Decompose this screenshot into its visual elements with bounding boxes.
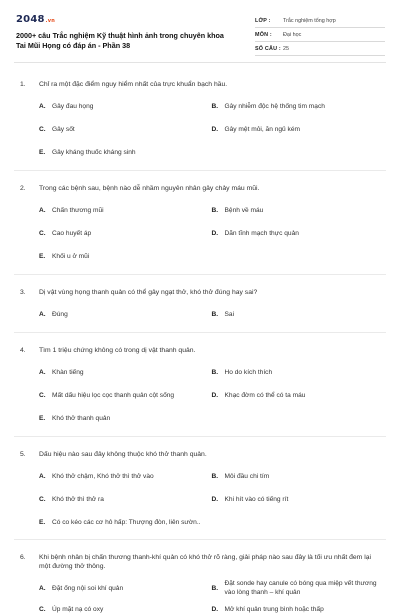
option-e[interactable]: E. Khó thở thanh quản — [39, 415, 111, 422]
meta-question-count: SỐ CÂU : 25 — [255, 42, 385, 56]
question-separator — [14, 436, 386, 437]
question-4: 4. Tìm 1 triệu chứng không có trong dị vật thanh quản. A. Khàn tiếng B. Ho do kích thích C. Mất dấu hiệu lọc cọc thanh quản cột sống D. Khạc đờm có thể có ta máu E. Khó thở thanh quản — [20, 346, 384, 423]
option-b[interactable]: B. Sai — [211, 311, 235, 318]
option-b[interactable]: B. Môi đầu chi tím — [211, 473, 270, 480]
option-e[interactable]: E. Khối u ở mũi — [39, 253, 90, 260]
question-2: 2. Trong các bệnh sau, bệnh nào dễ nhầm nguyên nhân gây chảy máu mũi. A. Chấn thương mũi B. Bệnh về máu C. Cao huyết áp D. Dãn tĩnh mạch thực quản E. Khối u ở mũi — [20, 184, 384, 261]
page-title: 2000+ câu Trắc nghiệm Kỹ thuật hình ảnh trong chuyên khoa Tai Mũi Họng có đáp án - Phần 38 — [16, 31, 224, 50]
header-divider — [14, 62, 386, 63]
option-a[interactable]: A. Khàn tiếng — [39, 369, 84, 376]
question-separator — [14, 332, 386, 333]
site-logo[interactable]: 2048.vn — [16, 14, 55, 25]
option-d[interactable]: D. Mở khí quản trung bình hoặc thấp — [211, 606, 324, 613]
option-a[interactable]: A. Đúng — [39, 311, 68, 318]
option-b[interactable]: B. Đặt sonde hay canule có bóng qua miệp vết thương vào lòng thanh – khí quản — [211, 580, 377, 596]
meta-subject: MÔN : Đại học — [255, 28, 385, 42]
option-d[interactable]: D. Gây mệt mỏi, ăn ngủ kém — [211, 126, 300, 133]
question-text: Tìm 1 triệu chứng không có trong dị vật thanh quản. — [39, 347, 196, 354]
option-d[interactable]: D. Khạc đờm có thể có ta máu — [211, 392, 306, 399]
question-text: Chỉ ra một đặc điểm nguy hiểm nhất của trực khuẩn bạch hầu. — [39, 81, 228, 88]
option-b[interactable]: B. Gây nhiễm độc hệ thống tim mạch — [211, 103, 325, 110]
option-a[interactable]: A. Khó thở chậm, Khó thở thì thở vào — [39, 473, 154, 480]
question-text: Dị vật vùng họng thanh quản có thể gây ngạt thở, khó thở đúng hay sai? — [39, 289, 258, 296]
quiz-meta — [255, 14, 385, 56]
page-header — [0, 0, 400, 62]
question-3: 3. Dị vật vùng họng thanh quản có thể gây ngạt thở, khó thở đúng hay sai? A. Đúng B. Sai — [20, 288, 384, 319]
option-b[interactable]: B. Ho do kích thích — [211, 369, 273, 376]
option-c[interactable]: C. Mất dấu hiệu lọc cọc thanh quản cột sống — [39, 392, 175, 399]
option-e[interactable]: E. Gây kháng thuốc kháng sinh — [39, 149, 136, 156]
question-6: 6. Khi bệnh nhân bị chấn thương thanh-khí quản có khó thở rõ ràng, giải pháp nào sau đây là tối ưu nhất đem lại một đường thở thông. A. Đặt ống nội soi khí quản B. Đặt sonde hay canule có bóng qua miệp vết thương vào lòng thanh – khí quản C. Úp mặt nạ có oxy D. Mở khí quản trung bình hoặc thấp — [20, 553, 384, 614]
question-1: 1. Chỉ ra một đặc điểm nguy hiểm nhất của trực khuẩn bạch hầu. A. Gây đau họng B. Gây nhiễm độc hệ thống tim mạch C. Gây sốt D. Gây mệt mỏi, ăn ngủ kém E. Gây kháng thuốc kháng sinh — [20, 80, 384, 157]
option-a[interactable]: A. Đặt ống nội soi khí quản — [39, 584, 124, 592]
question-separator — [14, 539, 386, 540]
meta-class: LỚP : Trắc nghiệm tổng hợp — [255, 14, 385, 28]
question-5: 5. Dấu hiệu nào sau đây không thuộc khó thở thanh quản. A. Khó thở chậm, Khó thở thì thở vào B. Môi đầu chi tím C. Khó thở thì thở ra D. Khi hít vào có tiếng rít E. Có co kéo các cơ hô hấp: Thượng đòn, liên sườn.. — [20, 450, 384, 527]
option-e[interactable]: E. Có co kéo các cơ hô hấp: Thượng đòn, liên sườn.. — [39, 519, 201, 526]
option-d[interactable]: D. Khi hít vào có tiếng rít — [211, 496, 289, 503]
option-c[interactable]: C. Cao huyết áp — [39, 230, 92, 237]
question-text: Trong các bệnh sau, bệnh nào dễ nhầm nguyên nhân gây chảy máu mũi. — [39, 185, 260, 192]
option-c[interactable]: C. Khó thở thì thở ra — [39, 496, 104, 503]
question-separator — [14, 274, 386, 275]
question-separator — [14, 170, 386, 171]
question-text: Dấu hiệu nào sau đây không thuộc khó thở thanh quản. — [39, 451, 207, 458]
question-text: Khi bệnh nhân bị chấn thương thanh-khí quản có khó thở rõ ràng, giải pháp nào sau đây là tối ưu nhất đem lại một đường thở thông. — [39, 554, 372, 570]
option-c[interactable]: C. Úp mặt nạ có oxy — [39, 606, 104, 613]
option-a[interactable]: A. Chấn thương mũi — [39, 207, 104, 214]
option-c[interactable]: C. Gây sốt — [39, 126, 75, 133]
option-b[interactable]: B. Bệnh về máu — [211, 207, 264, 214]
option-a[interactable]: A. Gây đau họng — [39, 103, 94, 110]
option-d[interactable]: D. Dãn tĩnh mạch thực quản — [211, 230, 299, 237]
